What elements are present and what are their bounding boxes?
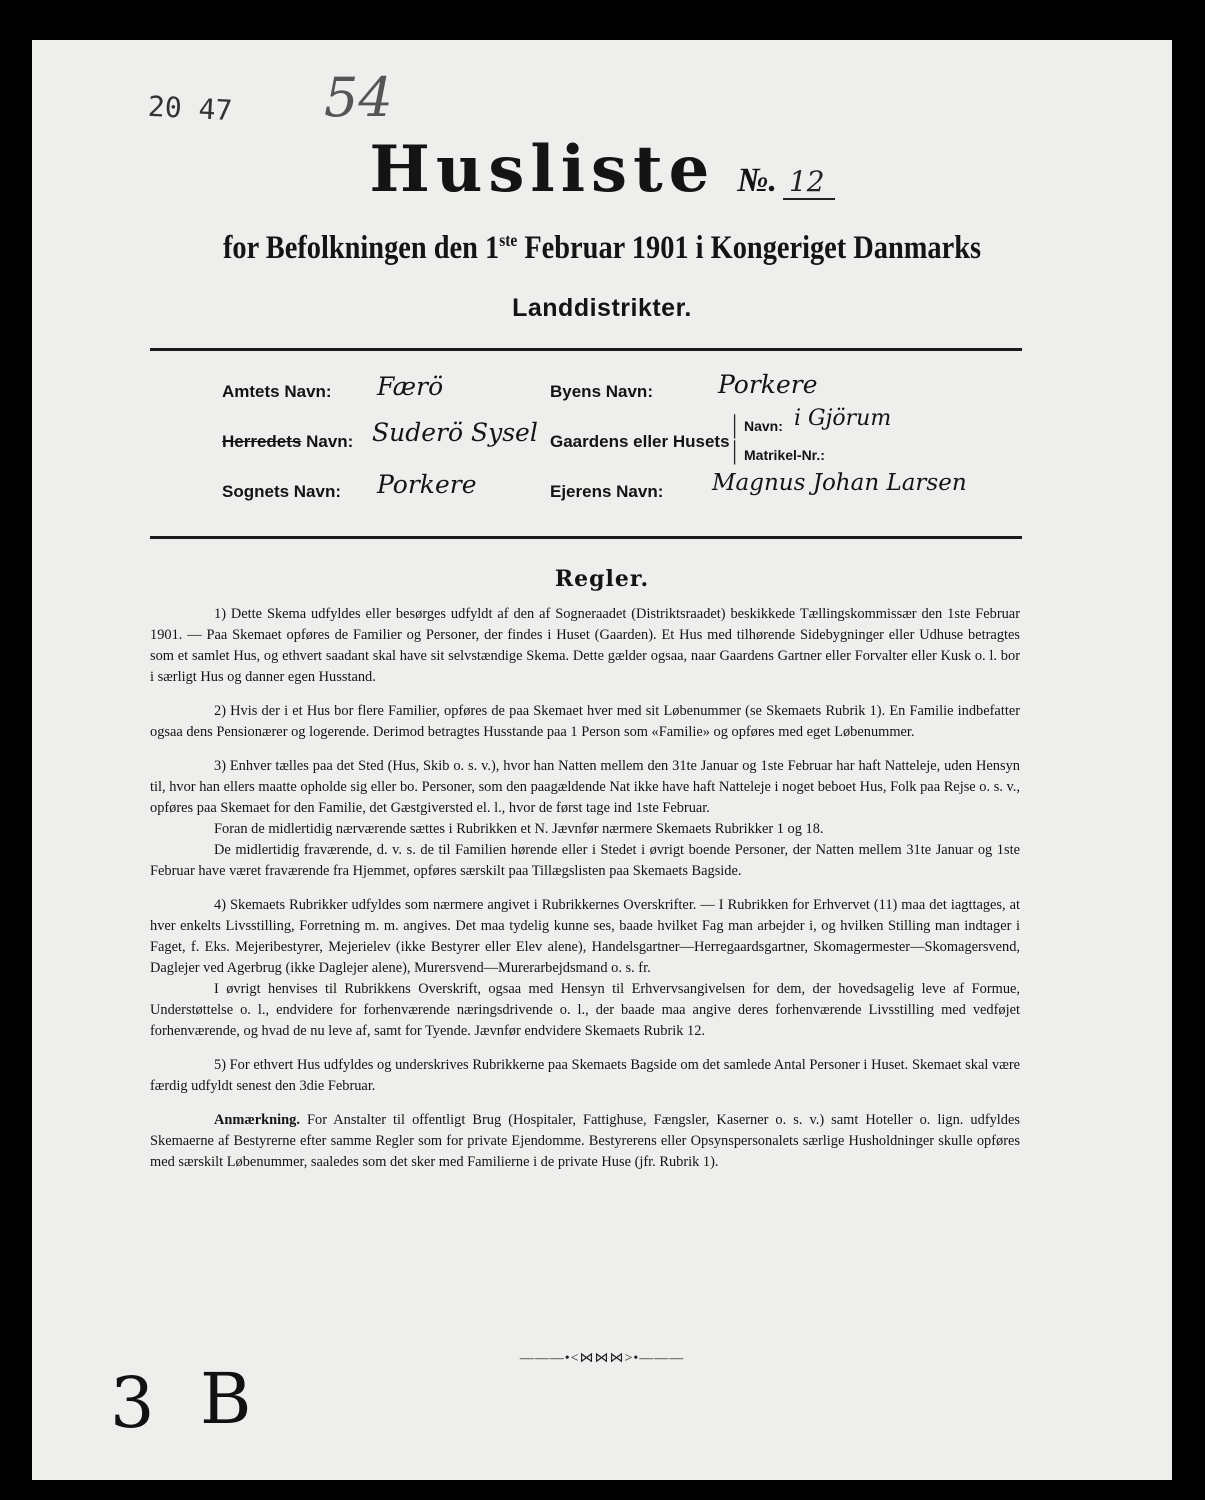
bottom-handwritten-mark-1: 3 [110,1362,155,1444]
rules-body [150,604,1020,1186]
census-form-page [32,40,1172,1480]
husets-navn-value: i Gjörum [794,406,892,431]
byens-value: Porkere [718,370,818,399]
amtets-value: Færö [377,372,444,401]
number-sign: №. [737,162,777,199]
top-divider [150,348,1022,351]
herredets-struck-word: Herredets [222,432,302,451]
matrikel-label: Matrikel-Nr.: [744,447,825,463]
brace-bar-top: | [732,410,738,439]
rule-3-fravaerende: De midlertidig fraværende, d. v. s. de til Familien hørende eller i Stedet i øvrigt boende Personer, der Natten mellem 31te Januar og 1ste Februar have været fraværende fra Hjemmet, opføres særskilt paa Tillægslisten paa Skemaets Bagside. [150,842,1020,879]
rule-5: 5) For ethvert Hus udfyldes og underskrives Rubrikkerne paa Skemaets Bagside om det samlede Antal Personer i Huset. Skemaet skal være færdig udfyldt senest den 3die Februar. [150,1057,1020,1094]
subtitle-part-1: for Befolkningen den 1 [222,230,500,266]
herredets-label [222,432,353,452]
rule-1: 1) Dette Skema udfyldes eller besørges udfyldt af den af Sogneraadet (Distriktsraadet) beskikkede Tællingskommissær den 1ste Februar 1901. — Paa Skemaet opføres de Familier og Personer, der findes i Huset (Gaarden). Et Hus med tilhørende Sidebygninger eller Udhuse betragtes som et samlet Hus, og ethvert saadant skal have sit selvstændige Skema. Dette gælder ogsaa, naar Gaardens Gartner eller Forvalter eller Kusk o. l. bor i særligt Hus og danner egen Husstand. [150,606,1020,685]
anmaerkning [150,1110,1020,1173]
ejerens-value: Magnus Johan Larsen [712,470,967,496]
anmaerkning-text: For Anstalter til offentligt Brug (Hospitaler, Fattighuse, Fængsler, Kaserner o. s. v.) samt Hoteller o. lign. udfyldes Skemaerne af Bestyrerne efter samme Regler som for private Ejendomme. Bestyrerens eller Opsynspersonalets særlige Husholdninger skulle opføres med særskilt Løbenummer, saaledes som det sker med Familierne i de private Huse (jfr. Rubrik 1). [150,1112,1020,1170]
rule-3: 3) Enhver tælles paa det Sted (Hus, Skib o. s. v.), hvor han Natten mellem den 31te Januar og 1ste Februar har haft Natteleje, uden Hensyn til, hvor han ellers maatte opholde sig eller bo. Personer, som den paagældende Nat ikke have haft Natteleje i noget beboet Hus, Folk paa Rejse o. s. v., opføres paa Skemaet for den Familie, det Gæstgiversted el. l., hvor de først tage ind 1ste Februar. [150,758,1020,816]
brace-bar-bottom: | [732,436,738,465]
form-subtitle [112,230,1092,267]
byens-label: Byens Navn: [550,382,653,401]
anmaerkning-label: Anmærkning. [214,1112,300,1128]
rule-3-foran: Foran de midlertidig nærværende sættes i Rubrikken et N. Jævnfør nærmere Skemaets Rubrikker 1 og 18. [214,821,824,837]
rule-4: 4) Skemaets Rubrikker udfyldes som nærmere angivet i Rubrikkernes Overskrifter. — I Rubrikken for Erhvervet (11) maa det iagttages, at hver enkelts Livsstilling, Forretning m. m. angives. Det maa tydelig kunne ses, baade hvilket Fag man arbejder i, og hvilken Stilling man indtager i Faget, f. Eks. Mejeribestyrer, Mejerielev (ikke Bestyrer eller Elev alene), Handelsgartner—Herregaardsgartner, Skomagermester—Skomagersvend, Daglejer ved Agerbrug (ikke Daglejer alene), Murersvend—Murerarbejdsmand o. s. fr. [150,897,1020,976]
title-text: Husliste [369,132,716,207]
ornament-divider: ———•<⋈⋈⋈>•——— [519,1351,685,1366]
form-subtitle-district: Landdistrikter. [512,294,692,322]
sognets-label: Sognets Navn: [222,482,342,501]
subtitle-superscript: ste [499,230,518,250]
bottom-divider [150,536,1022,539]
form-title [32,132,1172,207]
archive-handwritten-number: 54 [324,66,393,129]
rule-4-oevrigt: I øvrigt henvises til Rubrikkens Overskrift, ogsaa med Hensyn til Erhvervsangivelsen for dem, der hovedsagelig leve af Formue, Understøttelse o. l., endvidere for forhenværende næringsdrivende o. l., der baade maa angive deres forhenværende Livsstilling med vedføjet forhenværende, og hvad de nu leve af, samt for Tyende. Jævnfør endvidere Skemaets Rubrik 12. [150,981,1020,1039]
amtets-label: Amtets Navn: [222,382,332,401]
archive-stamp-number: 20 47 [147,89,234,128]
bottom-handwritten-mark-2: B [200,1358,252,1440]
rule-2: 2) Hvis der i et Hus bor flere Familier, opføres de paa Skemaet hver med sit Løbenummer (se Skemaets Rubrik 1). En Familie indbefatter ogsaa dens Pensionærer og logerende. Derimod betragtes Husstande paa 1 Person som «Familie» og opføres med eget Løbenummer. [150,703,1020,740]
herredets-value: Suderö Sysel [372,418,538,447]
rules-title: Regler. [554,566,650,592]
ejerens-label: Ejerens Navn: [550,482,664,501]
subtitle-part-2: Februar 1901 i Kongeriget Danmarks [517,230,982,266]
gaardens-label: Gaardens eller Husets [550,432,730,451]
list-number: 12 [783,165,835,200]
herredets-label-rest: Navn: [301,432,354,451]
sognets-value: Porkere [377,470,477,499]
husets-navn-label: Navn: [744,418,783,434]
